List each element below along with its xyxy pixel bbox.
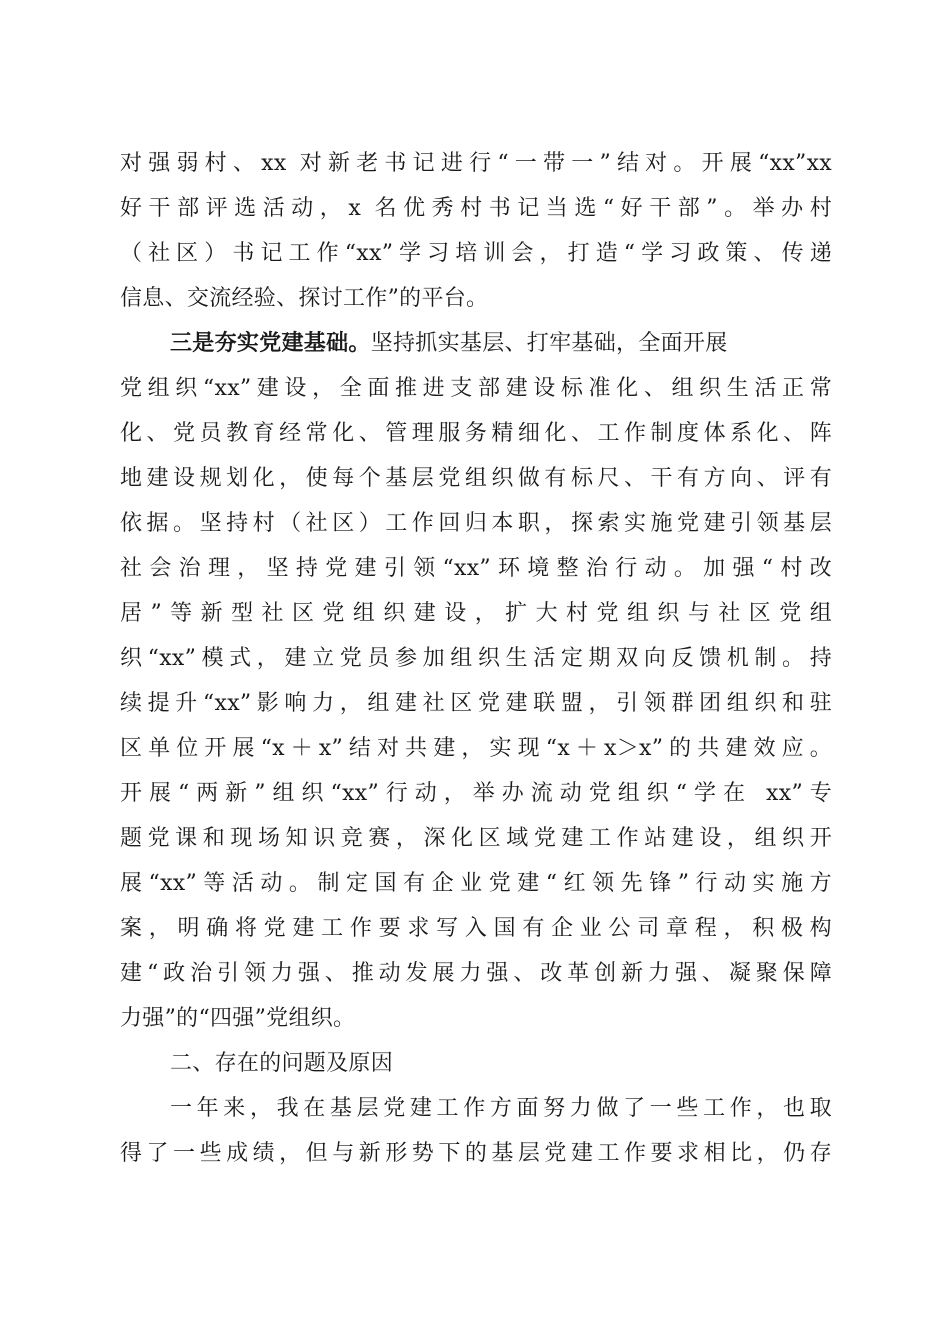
paragraph-text: 坚持抓实基层、打牢基础，全面开展 [370,331,728,356]
paragraph-line: 得了一些成绩，但与新形势下的基层党建工作要求相比，仍存 [120,1141,832,1166]
paragraph-line: 信息、交流经验、探讨工作”的平台。 [120,286,489,311]
paragraph-line: 好干部评选活动，x 名优秀村书记当选“好干部”。举办村 [120,196,832,221]
paragraph-line: 题党课和现场知识竞赛，深化区域党建工作站建设，组织开 [120,826,832,851]
paragraph-line: 对强弱村、xx 对新老书记进行“一带一”结对。开展“xx”xx [120,151,832,176]
paragraph-line: 开展“两新”组织“xx”行动，举办流动党组织“学在 xx”专 [120,781,832,806]
paragraph-first-line [170,322,832,366]
paragraph-line: 区单位开展“x＋x”结对共建，实现“x＋x＞x”的共建效应。 [120,736,832,761]
paragraph-line: 居”等新型社区党组织建设，扩大村党组织与社区党组 [120,601,832,626]
paragraph-line: 化、党员教育经常化、管理服务精细化、工作制度体系化、阵 [120,421,832,446]
paragraph-line: 依据。坚持村（社区）工作回归本职，探索实施党建引领基层 [120,511,832,536]
paragraph-line: 社会治理，坚持党建引领“xx”环境整治行动。加强“村改 [120,556,832,581]
paragraph-line: 续提升“xx”影响力，组建社区党建联盟，引领群团组织和驻 [120,691,832,716]
paragraph-line: 建“政治引领力强、推动发展力强、改革创新力强、凝聚保障 [120,961,832,986]
paragraph-line: 力强”的“四强”党组织。 [120,1006,356,1031]
paragraph-first-line: 一年来，我在基层党建工作方面努力做了一些工作，也取 [170,1096,832,1121]
paragraph-line: 织“xx”模式，建立党员参加组织生活定期双向反馈机制。持 [120,646,832,671]
paragraph-line: 展“xx”等活动。制定国有企业党建“红领先锋”行动实施方 [120,871,832,896]
paragraph-line: 地建设规划化，使每个基层党组织做有标尺、干有方向、评有 [120,466,832,491]
paragraph-line: 党组织“xx”建设，全面推进支部建设标准化、组织生活正常 [120,376,832,401]
section-heading: 二、存在的问题及原因 [170,1051,394,1076]
inline-heading: 三是夯实党建基础。 [170,331,371,356]
paragraph-line: （社区）书记工作“xx”学习培训会，打造“学习政策、传递 [120,241,832,266]
paragraph-line: 案，明确将党建工作要求写入国有企业公司章程，积极构 [120,916,832,941]
